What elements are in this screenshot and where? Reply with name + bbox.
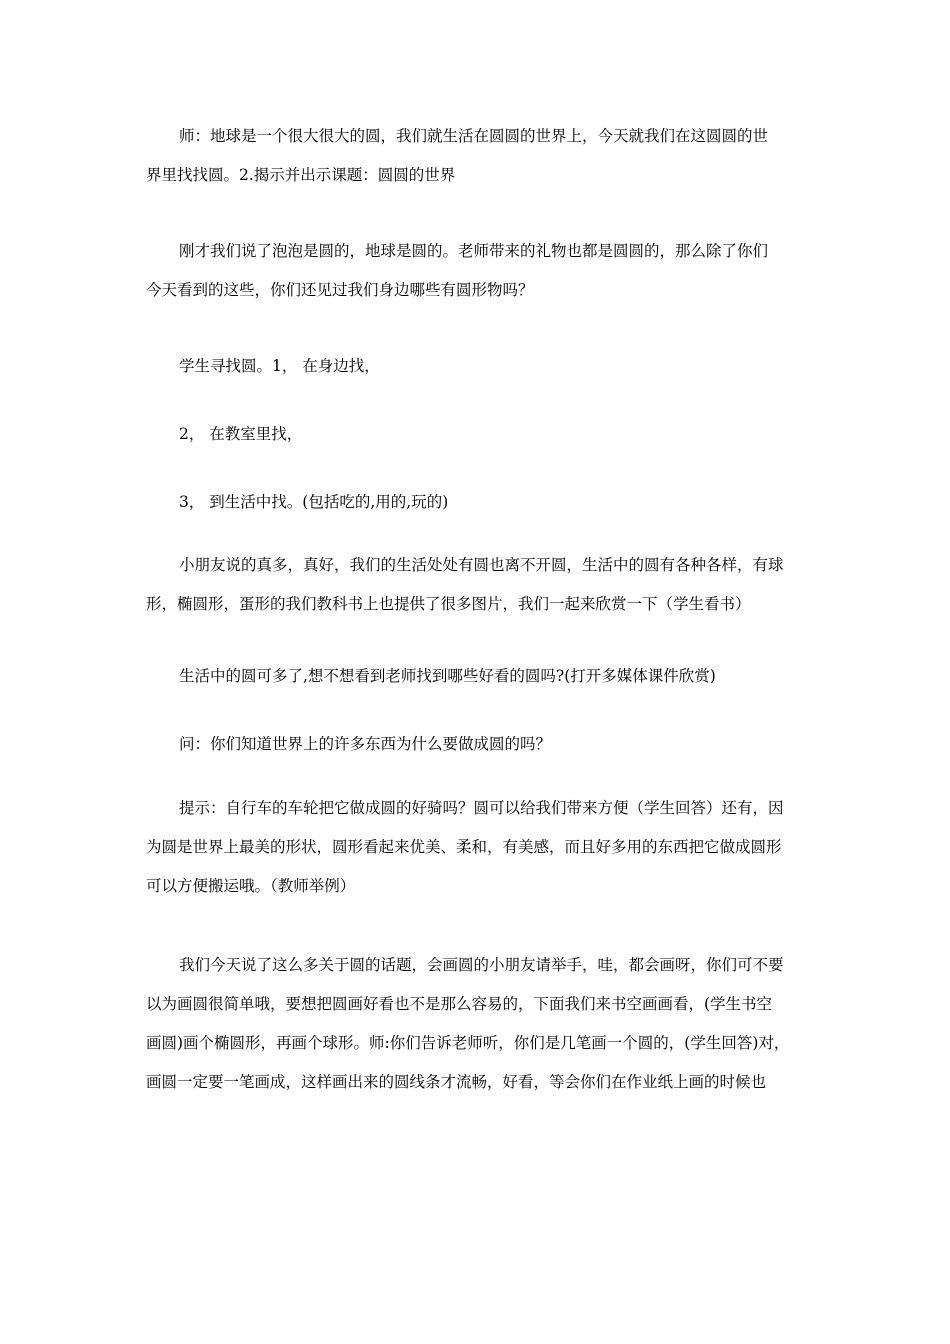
paragraph-4: [146, 415, 810, 454]
text-line: 形，椭圆形，蛋形的我们教科书上也提供了很多图片，我们一起来欣赏一下（学生看书）: [146, 595, 751, 613]
text-line: 刚才我们说了泡泡是圆的，地球是圆的。老师带来的礼物也都是圆圆的，那么除了你们: [179, 242, 769, 260]
text-line: 界里找找圆。2.揭示并出示课题：圆圆的世界: [146, 166, 456, 184]
paragraph-9: [146, 789, 810, 906]
text-line: 提示：自行车的车轮把它做成圆的好骑吗？圆可以给我们带来方便（学生回答）还有，因: [179, 799, 784, 817]
text-line: 学生寻找圆。1， 在身边找，: [179, 357, 380, 375]
paragraph-5: [146, 483, 810, 522]
paragraph-10: [146, 946, 810, 1102]
text-line: 画圆一定要一笔画成，这样画出来的圆线条才流畅，好看，等会你们在作业纸上画的时候也: [146, 1073, 767, 1091]
text-line: 生活中的圆可多了,想不想看到老师找到哪些好看的圆吗?(打开多媒体课件欣赏): [179, 667, 716, 685]
text-line: 2， 在教室里找，: [179, 425, 303, 443]
text-line: 画圆)画个椭圆形，再画个球形。师:你们告诉老师听，你们是几笔画一个圆的，(学生回答)对，: [146, 1034, 790, 1052]
text-line: 为圆是世界上最美的形状，圆形看起来优美、柔和，有美感，而且好多用的东西把它做成圆形: [146, 838, 782, 856]
text-line: 师：地球是一个很大很大的圆，我们就生活在圆圆的世界上，今天就我们在这圆圆的世: [179, 127, 769, 145]
paragraph-7: [146, 657, 810, 696]
text-line: 可以方便搬运哦。（教师举例）: [146, 877, 356, 895]
text-line: 我们今天说了这么多关于圆的话题，会画圆的小朋友请举手，哇，都会画呀，你们可不要: [179, 956, 784, 974]
text-line: 以为画圆很简单哦，要想把圆画好看也不是那么容易的，下面我们来书空画画看，(学生书空: [146, 995, 773, 1013]
paragraph-6: [146, 546, 810, 624]
text-line: 问：你们知道世界上的许多东西为什么要做成圆的吗？: [179, 735, 552, 753]
paragraph-3: [146, 347, 810, 386]
text-line: 小朋友说的真多，真好，我们的生活处处有圆也离不开圆，生活中的圆有各种各样，有球: [179, 556, 784, 574]
text-line: 3， 到生活中找。(包括吃的,用的,玩的): [179, 493, 449, 511]
paragraph-1: [146, 117, 810, 195]
paragraph-2: [146, 232, 810, 310]
paragraph-8: [146, 725, 810, 764]
text-line: 今天看到的这些，你们还见过我们身边哪些有圆形物吗？: [146, 281, 534, 299]
